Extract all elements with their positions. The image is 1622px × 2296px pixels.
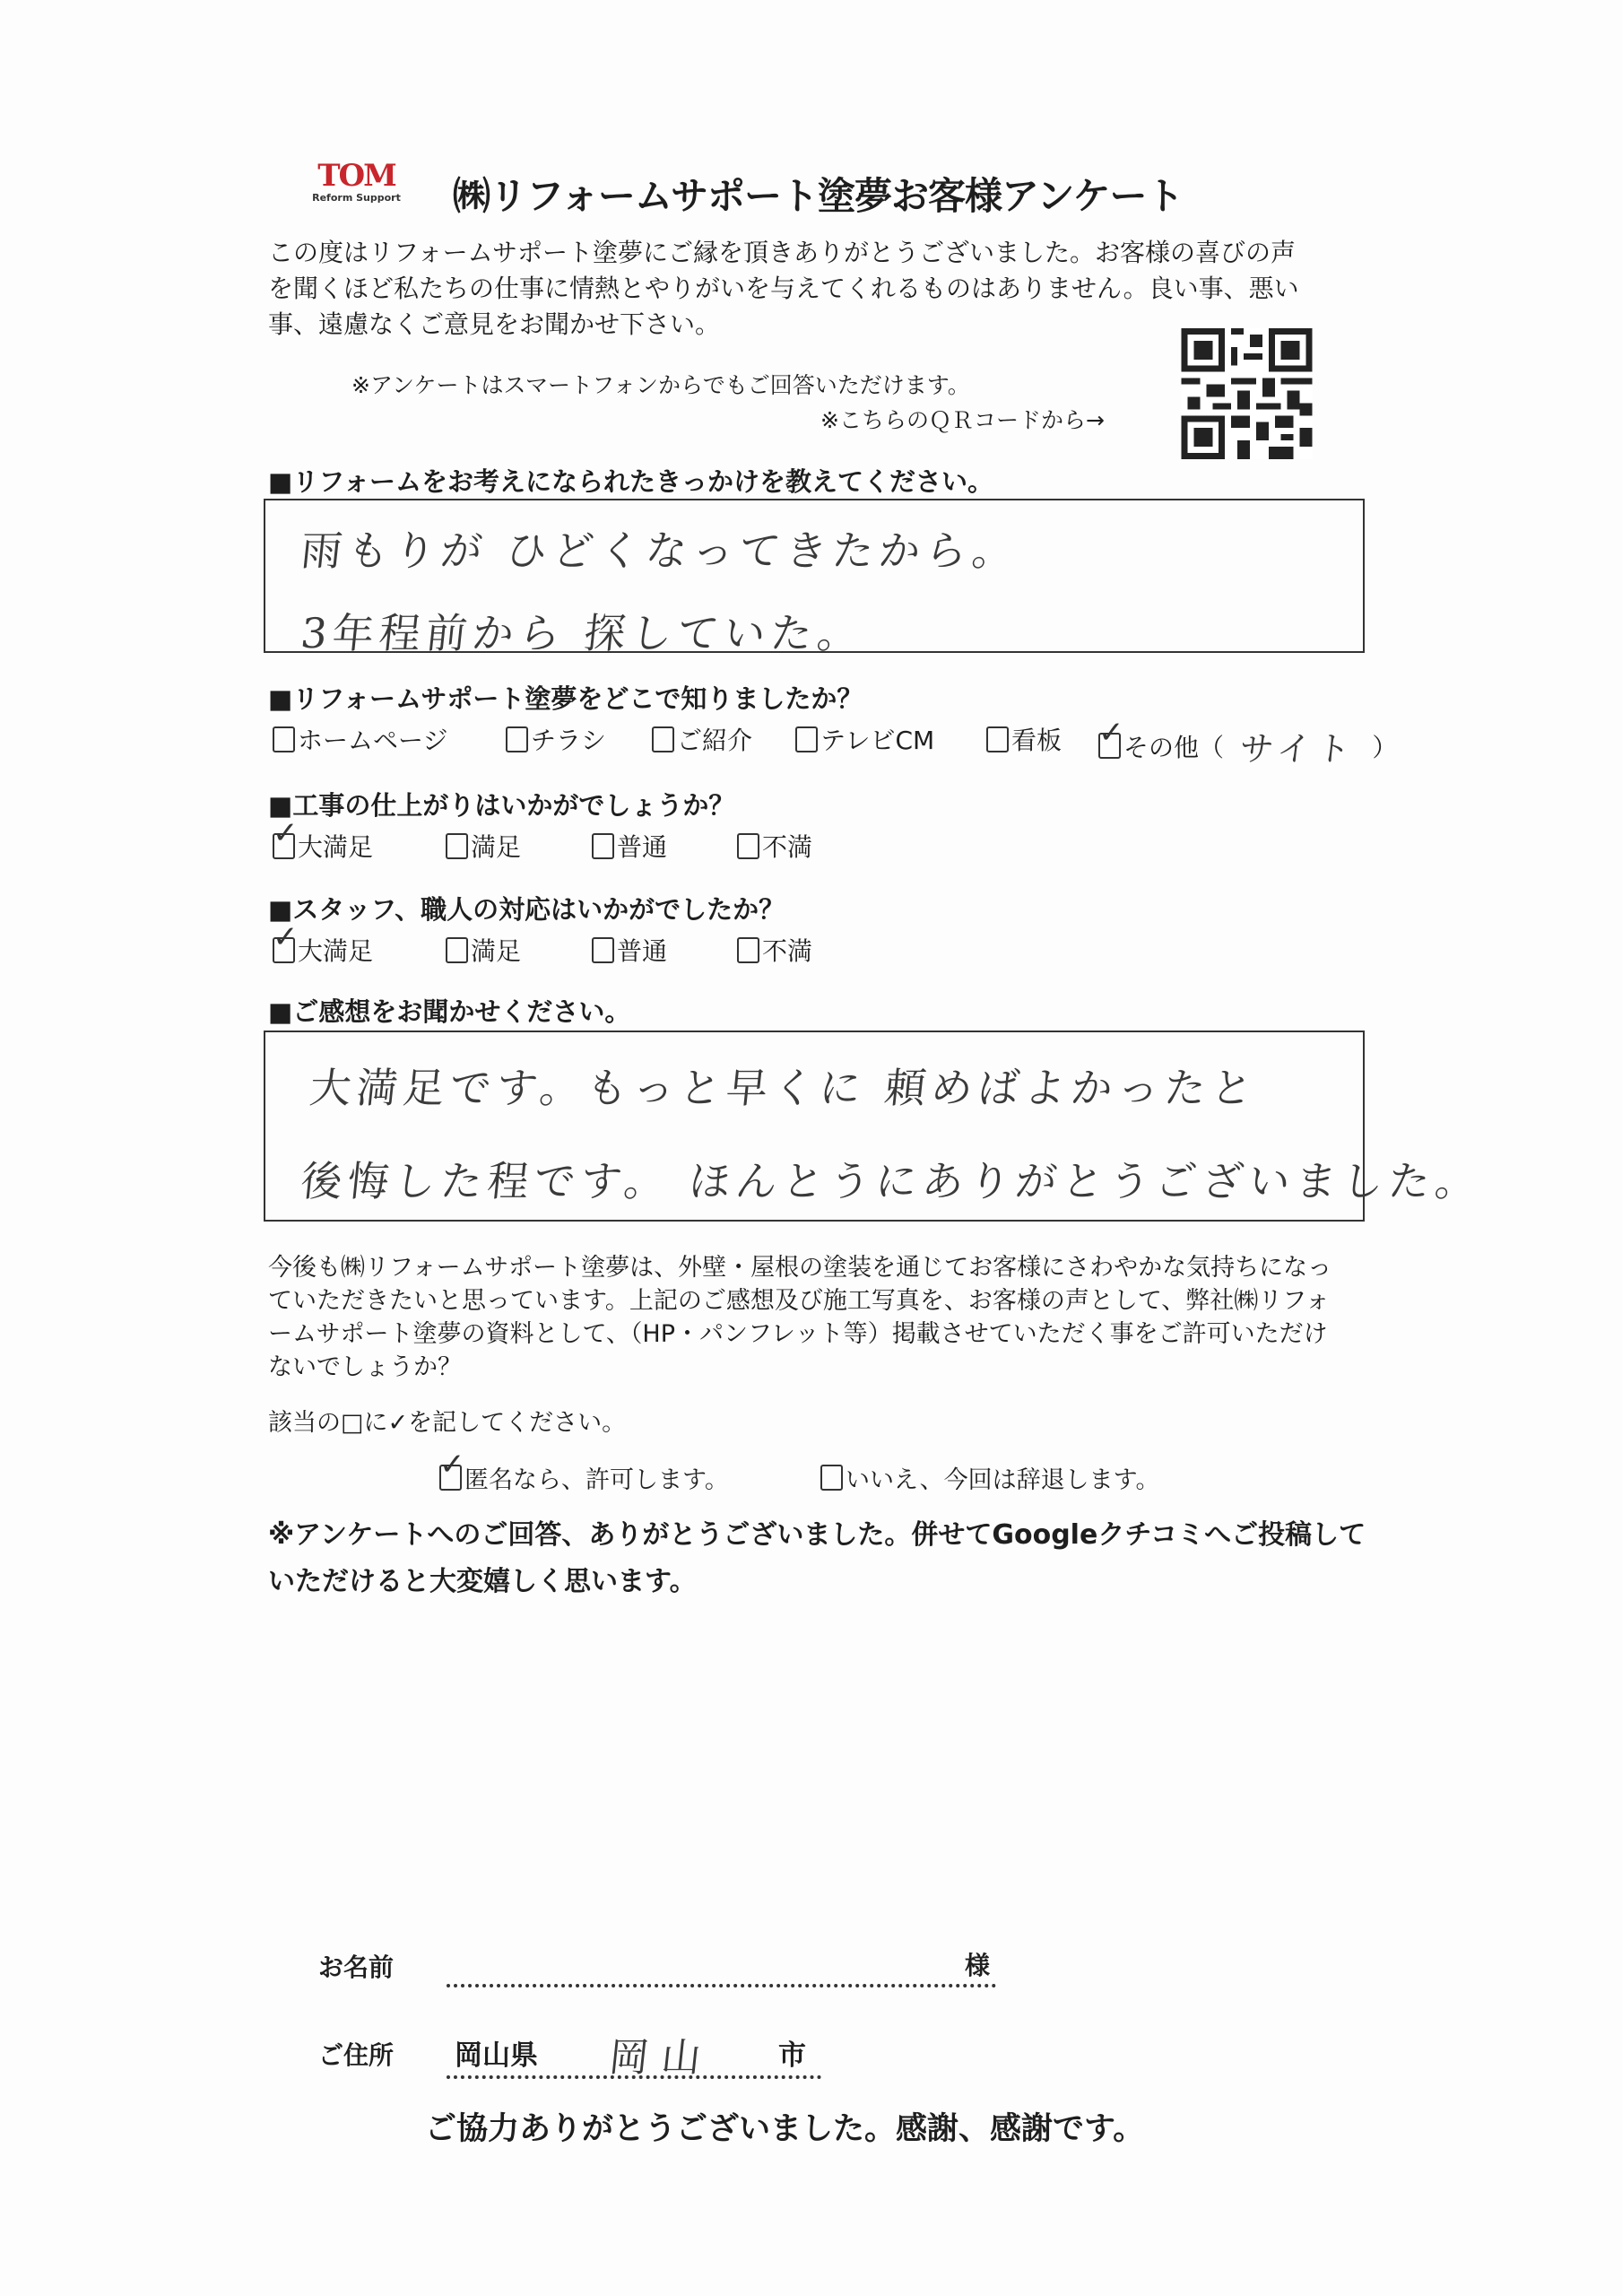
smartphone-note: ※アンケートはスマートフォンからでもご回答いただけます。 <box>351 372 970 398</box>
option-label: 不満 <box>762 832 813 862</box>
checkbox[interactable] <box>506 726 528 752</box>
qr-code-icon[interactable] <box>1181 328 1313 459</box>
option-label: 満足 <box>471 832 522 862</box>
checkbox[interactable] <box>986 726 1009 752</box>
checkbox[interactable] <box>820 1465 843 1491</box>
permission-paragraph: 今後も㈱リフォームサポート塗夢は、外壁・屋根の塗装を通じてお客様にさわやかな気持ちになっていただきたいと思っています。上記のご感想及び施工写真を、お客様の声として、弊社㈱リフォームサポート塗夢の資料として、（HP・パンフレット等）掲載させていただく事をご許可いただけないでしょうか？ <box>268 1254 1332 1381</box>
source-option-tv-cm[interactable] <box>795 721 934 757</box>
option-label: 普通 <box>617 936 668 966</box>
option-label: テレビCM <box>820 726 935 755</box>
q1-answer-line: 雨もりが ひどくなってきたから。 <box>298 526 1022 575</box>
q4-heading: ■スタッフ、職人の対応はいかがでしたか？ <box>268 894 785 925</box>
qr-note: ※こちらのＱＲコードから→ <box>820 407 1105 433</box>
finish-option-satisfied[interactable] <box>446 828 521 864</box>
q5-heading: ■ご感想をお聞かせください。 <box>268 996 631 1027</box>
staff-option-very-satisfied[interactable] <box>273 932 373 968</box>
q5-answer-line: 大満足です。もっと早くに 頼めばよかったと <box>307 1064 1261 1112</box>
source-option-homepage[interactable] <box>273 721 447 757</box>
staff-option-dissatisfied[interactable] <box>737 932 812 968</box>
checkbox[interactable] <box>652 726 674 752</box>
logo-mark: TOM <box>317 158 395 194</box>
prefecture: 岡山県 <box>455 2039 538 2072</box>
q2-heading: ■リフォームサポート塗夢をどこで知りましたか？ <box>268 683 863 714</box>
city-field[interactable]: 岡山 <box>606 2035 716 2081</box>
option-label: 不満 <box>762 936 813 966</box>
checkbox-checked[interactable] <box>273 937 295 963</box>
city-suffix: 市 <box>778 2039 806 2072</box>
checkbox[interactable] <box>446 833 468 859</box>
finish-option-average[interactable] <box>592 828 667 864</box>
name-suffix: 様 <box>965 1951 991 1980</box>
source-option-other[interactable] <box>1098 721 1397 770</box>
other-close-paren: ） <box>1372 732 1398 762</box>
name-label: お名前 <box>318 1952 395 1982</box>
q5-answer-box[interactable] <box>264 1031 1485 1222</box>
source-option-signboard[interactable] <box>986 721 1062 757</box>
q5-answer-line: 後悔した程です。 ほんとうにありがとうございました。 <box>298 1157 1485 1205</box>
staff-option-satisfied[interactable] <box>446 932 521 968</box>
option-label: 満足 <box>471 936 522 966</box>
checkbox[interactable] <box>737 833 759 859</box>
name-underline <box>447 1984 996 1987</box>
checkbox-checked[interactable] <box>273 833 295 859</box>
finish-option-very-satisfied[interactable] <box>273 828 373 864</box>
q1-answer-box[interactable] <box>264 499 1365 657</box>
thanks-message: ご協力ありがとうございました。感謝、感謝です。 <box>425 2111 1145 2147</box>
checkbox[interactable] <box>273 726 295 752</box>
option-label: いいえ、今回は辞退します。 <box>846 1466 1160 1494</box>
checkbox[interactable] <box>446 937 468 963</box>
option-label: その他（ <box>1123 732 1225 762</box>
closing-note: ※アンケートへのご回答、ありがとうございました。併せてGoogleクチコミへご投稿していただけると大変嬉しく思います。 <box>268 1519 1366 1597</box>
q1-answer-line: 3年程前から 探していた。 <box>298 609 867 657</box>
option-label: ホームページ <box>298 726 448 755</box>
permission-option-decline[interactable] <box>820 1460 1159 1495</box>
source-option-flyer[interactable] <box>506 721 606 757</box>
option-label: 普通 <box>617 832 668 862</box>
q1-heading: ■リフォームをお考えになられたきっかけを教えてください。 <box>268 466 993 497</box>
address-label: ご住所 <box>318 2040 395 2070</box>
address-underline <box>447 2075 821 2079</box>
option-label: 匿名なら、許可します。 <box>464 1466 729 1494</box>
permission-instruction: 該当の□に✓を記してください。 <box>268 1409 627 1437</box>
checkbox[interactable] <box>737 937 759 963</box>
source-option-referral[interactable] <box>652 721 752 757</box>
company-logo <box>300 160 412 215</box>
checkbox[interactable] <box>592 833 614 859</box>
option-label: ご紹介 <box>677 726 753 755</box>
option-label: 大満足 <box>298 936 374 966</box>
checkbox-checked[interactable] <box>439 1465 462 1491</box>
checkbox-checked[interactable] <box>1098 733 1121 759</box>
option-label: 看板 <box>1011 726 1063 755</box>
checkbox[interactable] <box>592 937 614 963</box>
permission-option-anonymous[interactable] <box>439 1460 729 1495</box>
checkbox[interactable] <box>795 726 818 752</box>
page-title: ㈱リフォームサポート塗夢お客様アンケート <box>453 174 1184 218</box>
other-value: サイト <box>1237 729 1358 769</box>
option-label: チラシ <box>531 726 607 755</box>
finish-option-dissatisfied[interactable] <box>737 828 812 864</box>
staff-option-average[interactable] <box>592 932 667 968</box>
q3-heading: ■工事の仕上がりはいかがでしょうか？ <box>268 790 735 821</box>
intro-paragraph: この度はリフォームサポート塗夢にご縁を頂きありがとうございました。お客様の喜びの声を聞くほど私たちの仕事に情熱とやりがいを与えてくれるものはありません。良い事、悪い事、遠慮なくご意見をお聞かせ下さい。 <box>268 238 1299 339</box>
logo-subtitle: Reform Support <box>312 192 401 204</box>
option-label: 大満足 <box>298 832 374 862</box>
